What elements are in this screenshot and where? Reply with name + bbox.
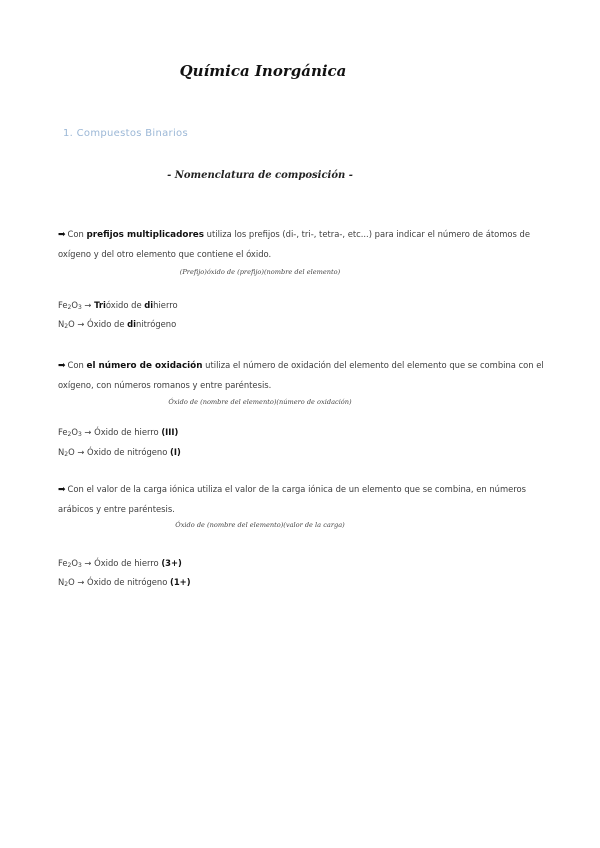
subtitle: - Nomenclatura de composición -: [167, 170, 353, 181]
arrow-right-icon: ➡: [58, 485, 66, 495]
rule-prefixes-keyword: prefijos multiplicadores: [86, 230, 205, 240]
rule-ionic-charge-description: Con el valor de la carga iónica utiliza el valor de la carga iónica de un elemento que se combina, en números arábicos y entre paréntesis.: [58, 484, 527, 514]
rule-prefixes-formula: (Prefijo)óxido de (prefijo)(nombre del elemento): [179, 268, 341, 276]
rule-ionic-charge-formula: Óxido de (nombre del elemento)(valor de la carga): [175, 521, 345, 529]
rule-oxidation-paragraph: [58, 356, 546, 395]
rule-oxidation-formula: Óxido de (nombre del elemento)(número de oxidación): [168, 398, 352, 406]
example-oxidation-n2o: $N_2O$ → Óxido de nitrógeno (I): [58, 447, 181, 458]
rule-oxidation-keyword: el número de oxidación: [86, 361, 203, 371]
arrow-right-icon: ➡: [58, 230, 66, 240]
example-prefixes-n2o: $N_2O$ → Óxido de dinitrógeno: [58, 319, 177, 330]
example-ionic-fe2o3: $Fe_2O_3$ → Óxido de hierro (3+): [58, 558, 182, 569]
example-prefixes-fe2o3: $Fe_2O_3$ → Trióxido de dihierro: [58, 300, 178, 311]
example-ionic-n2o: $N_2O$ → Óxido de nitrógeno (1+): [58, 577, 191, 588]
rule-oxidation-description: utiliza el número de oxidación del elemento del elemento que se combina con el oxígeno, con números romanos y entre paréntesis.: [58, 360, 544, 390]
arrow-right-icon: ➡: [58, 361, 66, 371]
rule-prefixes-intro: Con: [67, 229, 87, 239]
page-title: Química Inorgánica: [179, 62, 347, 80]
rule-oxidation-intro: Con: [67, 360, 87, 370]
rule-prefixes-paragraph: [58, 225, 546, 264]
rule-prefixes-description: utiliza los prefijos (di-, tri-, tetra-, etc...) para indicar el número de átomos de oxígeno y del otro elemento que contiene el óxido.: [58, 229, 531, 259]
example-oxidation-fe2o3: $Fe_2O_3$ → Óxido de hierro (III): [58, 427, 179, 438]
section-heading: 1. Compuestos Binarios: [63, 128, 188, 139]
rule-ionic-charge-paragraph: [58, 480, 546, 519]
